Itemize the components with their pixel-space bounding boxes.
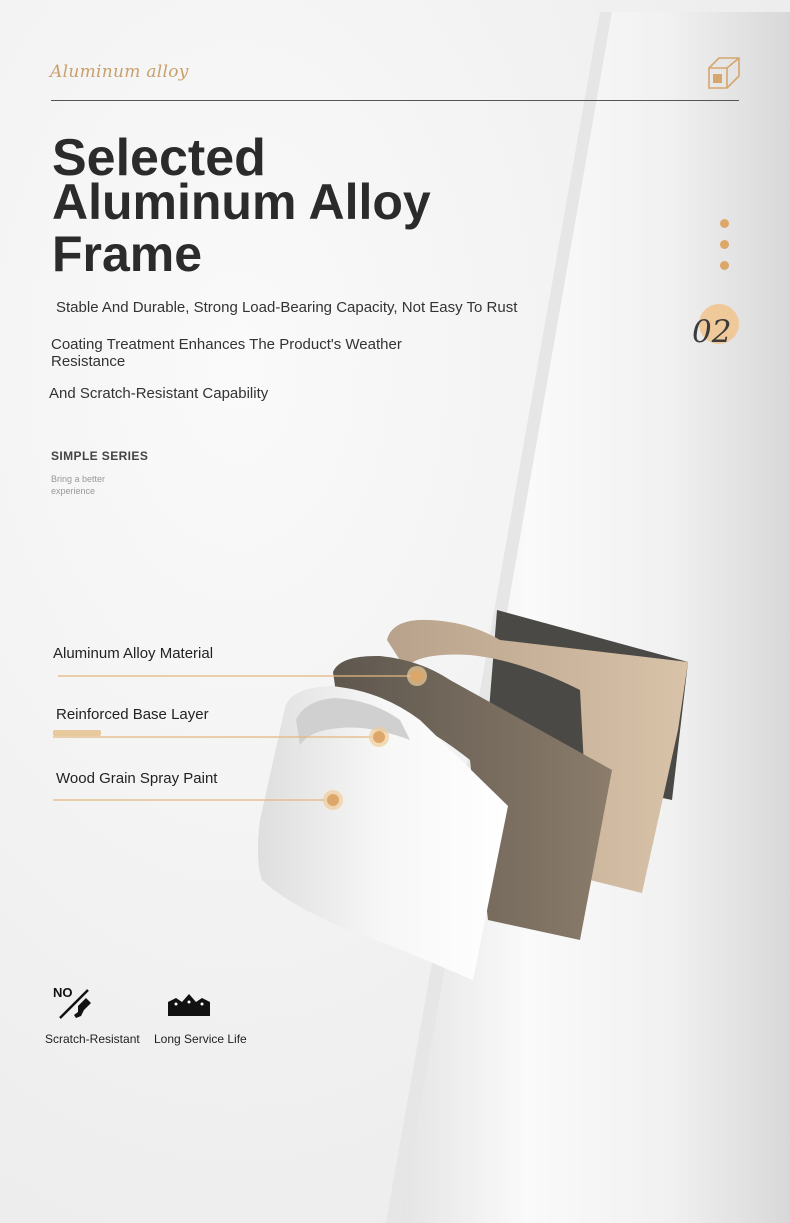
dot-icon — [720, 240, 729, 249]
section-number: 02 — [692, 314, 732, 350]
page-title-line3: Frame — [52, 226, 203, 282]
page-title-line2: Aluminum Alloy — [52, 174, 431, 230]
feature-label-scratch: Scratch-Resistant — [45, 1032, 140, 1046]
layer-label-spray: Wood Grain Spray Paint — [56, 770, 218, 787]
no-scratch-icon: NO — [50, 984, 100, 1024]
hero-subtitle: Stable And Durable, Strong Load-Bearing Capacity, Not Easy To Rust — [56, 299, 518, 316]
hero-paragraph-scratch: And Scratch-Resistant Capability — [49, 385, 269, 402]
crown-icon — [166, 990, 216, 1030]
layer-label-aluminum: Aluminum Alloy Material — [53, 645, 214, 662]
dot-icon — [720, 219, 729, 228]
series-name: SIMPLE SERIES — [51, 449, 149, 463]
hero-paragraph-weather: Coating Treatment Enhances The Product's Weather Resistance — [51, 336, 402, 370]
feature-label-service-life: Long Service Life — [154, 1032, 247, 1046]
page-title-line1: Selected — [52, 129, 266, 187]
cube-outline-icon — [705, 54, 741, 90]
decorative-dots — [720, 219, 732, 282]
category-label: Aluminum alloy — [50, 62, 189, 82]
header-divider — [51, 100, 739, 101]
series-tagline: Bring a better experience — [51, 474, 106, 496]
dot-icon — [720, 261, 729, 270]
layer-label-base: Reinforced Base Layer — [56, 706, 209, 723]
